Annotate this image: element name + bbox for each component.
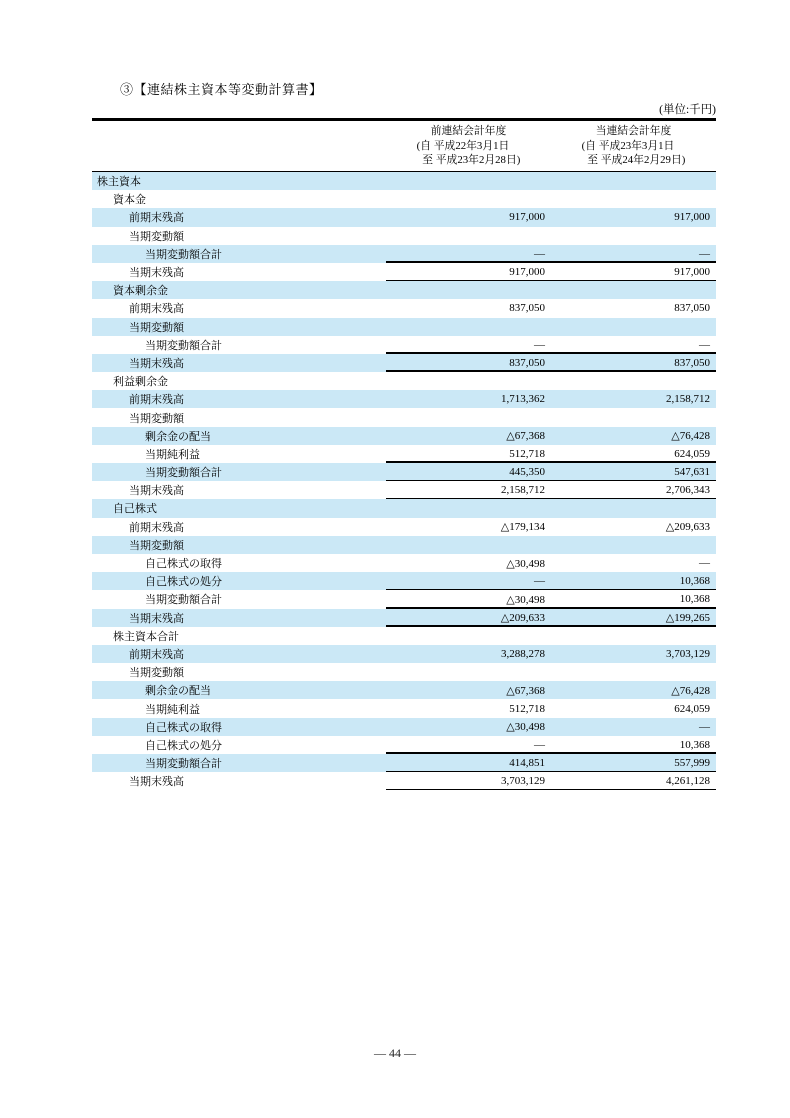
row-label: 当期純利益 (145, 448, 200, 461)
table-row (92, 681, 716, 699)
table-row (92, 572, 716, 590)
row-label: 前期末残高 (129, 394, 184, 407)
table-row (92, 390, 716, 408)
table-row (92, 754, 716, 772)
row-values (386, 281, 716, 299)
value-previous-year: 917,000 (509, 211, 545, 224)
value-previous-year (386, 536, 551, 554)
row-label: 当期変動額 (129, 667, 184, 680)
value-current-year: ― (699, 338, 710, 351)
value-current-year (551, 536, 716, 554)
table-row (92, 627, 716, 645)
row-label: 当期変動額合計 (145, 248, 222, 261)
row-label: 自己株式 (113, 503, 157, 516)
row-values (386, 208, 716, 226)
column-header-current-year-dates (582, 139, 686, 168)
row-label: 前期末残高 (129, 303, 184, 316)
table-row (92, 408, 716, 426)
row-values (386, 554, 716, 572)
column-header-previous-year-name: 前連結会計年度 (430, 125, 507, 138)
value-previous-year: ― (534, 738, 545, 751)
value-previous-year: 837,050 (509, 356, 545, 369)
row-values (386, 645, 716, 663)
value-previous-year: ― (534, 247, 545, 260)
value-current-year (551, 281, 716, 299)
row-values (386, 245, 716, 263)
table-row (92, 263, 716, 281)
row-label: 当期変動額合計 (145, 467, 222, 480)
row-label: 自己株式の取得 (145, 558, 222, 571)
row-values (386, 536, 716, 554)
row-label: 当期末残高 (129, 485, 184, 498)
value-previous-year: 1,713,362 (501, 393, 545, 406)
value-previous-year (386, 172, 551, 190)
row-label: 剰余金の配当 (145, 430, 211, 443)
row-label: 剰余金の配当 (145, 685, 211, 698)
row-values (386, 354, 716, 372)
row-values (386, 463, 716, 481)
value-previous-year: 512,718 (509, 702, 545, 715)
value-current-year (551, 408, 716, 426)
value-previous-year: △67,368 (506, 684, 545, 697)
value-previous-year (386, 408, 551, 426)
value-current-year: 4,261,128 (666, 775, 710, 788)
value-current-year (551, 372, 716, 390)
value-previous-year (386, 318, 551, 336)
table-row (92, 318, 716, 336)
value-previous-year: △30,498 (506, 721, 545, 734)
row-values (386, 372, 716, 390)
value-current-year: 837,050 (674, 302, 710, 315)
row-values (386, 263, 716, 281)
row-values (386, 299, 716, 317)
value-previous-year: △179,134 (500, 521, 545, 534)
value-previous-year (386, 627, 551, 645)
value-current-year: 10,368 (679, 738, 710, 751)
value-current-year: △209,633 (665, 521, 710, 534)
column-header-previous-year-dates (417, 139, 521, 168)
value-previous-year (386, 663, 551, 681)
unit-note: (単位:千円) (659, 104, 716, 116)
value-current-year: 547,631 (674, 466, 710, 479)
column-header-current-year-to: 至 平成24年2月29日) (587, 154, 686, 167)
row-values (386, 736, 716, 754)
value-current-year: ― (699, 720, 710, 733)
row-label: 自己株式の処分 (145, 576, 222, 589)
value-current-year: △76,428 (671, 684, 710, 697)
row-label: 当期末残高 (129, 776, 184, 789)
value-current-year (551, 172, 716, 190)
value-previous-year: △209,633 (500, 612, 545, 625)
table-row (92, 718, 716, 736)
value-previous-year (386, 372, 551, 390)
table-row (92, 427, 716, 445)
table-body (92, 172, 716, 790)
row-values (386, 699, 716, 717)
table-row (92, 663, 716, 681)
table-row (92, 518, 716, 536)
row-values (386, 227, 716, 245)
table-row (92, 536, 716, 554)
column-header-previous-year (386, 124, 551, 167)
value-previous-year: 445,350 (509, 466, 545, 479)
document-title: ③【連結株主資本等変動計算書】 (120, 82, 323, 97)
row-label: 当期変動額合計 (145, 758, 222, 771)
row-values (386, 408, 716, 426)
value-current-year: 10,368 (679, 593, 710, 606)
table-row (92, 590, 716, 608)
table-row (92, 481, 716, 499)
table-row (92, 499, 716, 517)
value-previous-year: ― (534, 575, 545, 588)
column-header-previous-year-to: 至 平成23年2月28日) (422, 154, 521, 167)
table-row (92, 609, 716, 627)
row-values (386, 172, 716, 190)
row-values (386, 499, 716, 517)
row-label: 当期変動額 (129, 412, 184, 425)
page-number: ― 44 ― (374, 1046, 416, 1060)
row-values (386, 663, 716, 681)
row-label: 当期変動額 (129, 539, 184, 552)
value-current-year: 624,059 (674, 702, 710, 715)
value-current-year (551, 318, 716, 336)
row-label: 当期変動額合計 (145, 594, 222, 607)
table-row (92, 190, 716, 208)
value-current-year: 2,706,343 (666, 484, 710, 497)
value-current-year: 837,050 (674, 356, 710, 369)
row-label: 当期純利益 (145, 703, 200, 716)
column-header-current-year-name: 当連結会計年度 (595, 125, 672, 138)
row-values (386, 718, 716, 736)
table-row (92, 208, 716, 226)
value-previous-year (386, 499, 551, 517)
column-header-previous-year-from: (自 平成22年3月1日 (416, 139, 510, 152)
row-values (386, 318, 716, 336)
row-values (386, 518, 716, 536)
table-row (92, 354, 716, 372)
value-previous-year: △30,498 (506, 593, 545, 606)
value-previous-year: 512,718 (509, 447, 545, 460)
table-row (92, 445, 716, 463)
column-header-current-year-from: (自 平成23年3月1日 (581, 139, 675, 152)
value-previous-year (386, 281, 551, 299)
value-current-year (551, 627, 716, 645)
value-previous-year: 917,000 (509, 266, 545, 279)
row-label: 自己株式の取得 (145, 721, 222, 734)
row-label: 株主資本 (97, 176, 141, 189)
value-current-year: 624,059 (674, 447, 710, 460)
row-label: 利益剰余金 (113, 376, 168, 389)
table-header-row (92, 121, 716, 172)
value-current-year: 10,368 (679, 575, 710, 588)
table-row (92, 172, 716, 190)
row-values (386, 754, 716, 772)
value-current-year (551, 499, 716, 517)
row-label: 資本金 (113, 194, 146, 207)
value-previous-year: 2,158,712 (501, 484, 545, 497)
row-label: 前期末残高 (129, 212, 184, 225)
value-current-year: 3,703,129 (666, 647, 710, 660)
value-current-year: 917,000 (674, 266, 710, 279)
value-current-year (551, 227, 716, 245)
value-previous-year: 837,050 (509, 302, 545, 315)
value-current-year: △76,428 (671, 430, 710, 443)
row-values (386, 390, 716, 408)
row-label: 前期末残高 (129, 521, 184, 534)
row-label: 資本剰余金 (113, 285, 168, 298)
row-label: 当期変動額 (129, 230, 184, 243)
table-row (92, 299, 716, 317)
row-values (386, 190, 716, 208)
table-row (92, 699, 716, 717)
row-values (386, 772, 716, 790)
value-current-year: 917,000 (674, 211, 710, 224)
table-row (92, 281, 716, 299)
table-row (92, 245, 716, 263)
row-label: 前期末残高 (129, 648, 184, 661)
row-label: 当期変動額合計 (145, 339, 222, 352)
value-previous-year (386, 190, 551, 208)
value-previous-year: △67,368 (506, 430, 545, 443)
value-previous-year: ― (534, 338, 545, 351)
value-current-year: ― (699, 247, 710, 260)
value-current-year: △199,265 (665, 612, 710, 625)
row-values (386, 572, 716, 590)
value-current-year: ― (699, 557, 710, 570)
row-label: 当期末残高 (129, 612, 184, 625)
value-previous-year: △30,498 (506, 557, 545, 570)
table-row (92, 336, 716, 354)
row-label: 株主資本合計 (113, 630, 179, 643)
value-previous-year: 414,851 (509, 757, 545, 770)
table-row (92, 736, 716, 754)
table-row (92, 463, 716, 481)
value-current-year (551, 663, 716, 681)
row-values (386, 427, 716, 445)
row-label: 当期変動額 (129, 321, 184, 334)
value-previous-year: 3,703,129 (501, 775, 545, 788)
table-row (92, 645, 716, 663)
column-header-current-year (551, 124, 716, 167)
row-values (386, 590, 716, 608)
row-label: 当期末残高 (129, 357, 184, 370)
row-values (386, 627, 716, 645)
equity-statement-table (92, 118, 716, 790)
row-values (386, 336, 716, 354)
row-values (386, 481, 716, 499)
table-row (92, 554, 716, 572)
row-label: 当期末残高 (129, 267, 184, 280)
table-row (92, 227, 716, 245)
value-current-year (551, 190, 716, 208)
row-values (386, 681, 716, 699)
row-label: 自己株式の処分 (145, 739, 222, 752)
table-row (92, 772, 716, 790)
value-current-year: 557,999 (674, 757, 710, 770)
table-row (92, 372, 716, 390)
row-values (386, 445, 716, 463)
value-previous-year (386, 227, 551, 245)
value-previous-year: 3,288,278 (501, 647, 545, 660)
row-values (386, 609, 716, 627)
value-current-year: 2,158,712 (666, 393, 710, 406)
